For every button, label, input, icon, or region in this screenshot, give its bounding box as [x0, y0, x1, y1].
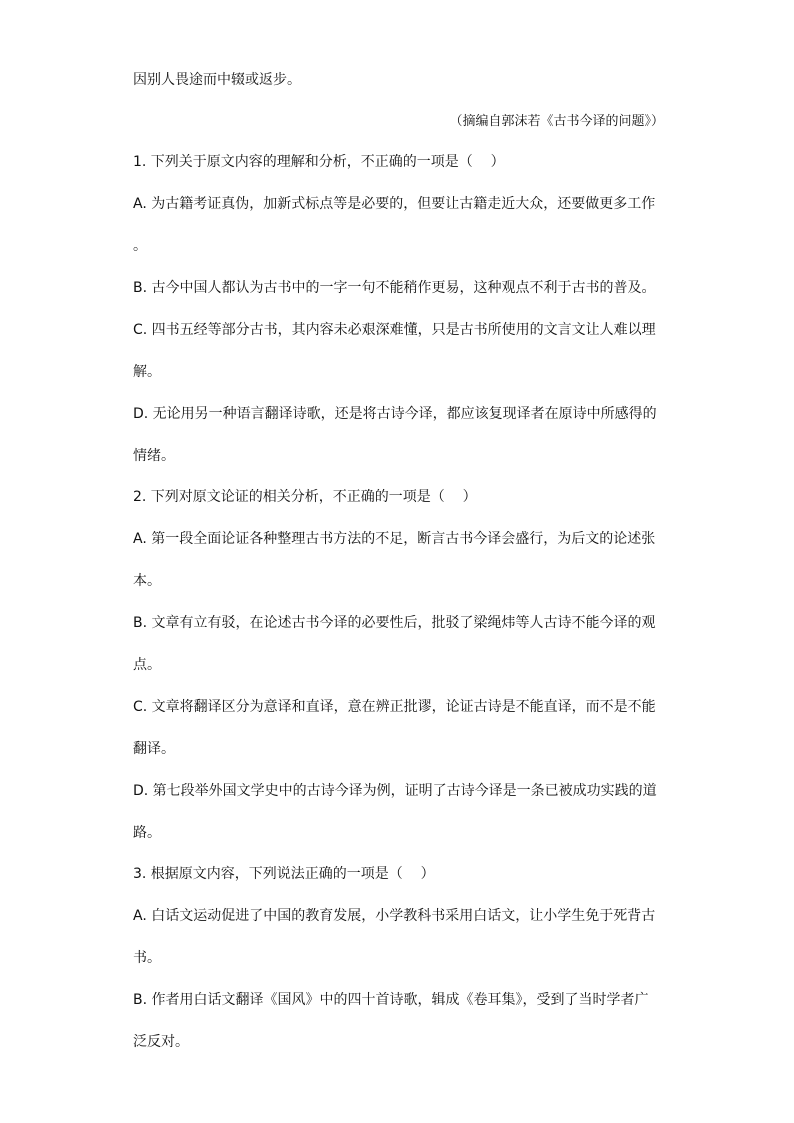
- question-3-option-b-cont: 泛反对。: [133, 1034, 189, 1050]
- question-2-option-a: A. 第一段全面论证各种整理古书方法的不足，断言古书今译会盛行，为后文的论述张: [133, 531, 656, 547]
- question-2-stem: 2. 下列对原文论证的相关分析，不正确的一项是（ ）: [133, 489, 477, 505]
- question-1-option-a-cont: 。: [133, 238, 147, 254]
- question-3-option-a-cont: 书。: [133, 950, 161, 966]
- question-2-option-d: D. 第七段举外国文学史中的古诗今译为例，证明了古诗今译是一条已被成功实践的道: [133, 783, 657, 799]
- question-2-option-b-cont: 点。: [133, 657, 161, 673]
- question-1-option-d: D. 无论用另一种语言翻译诗歌，还是将古诗今译，都应该复现译者在原诗中所感得的: [133, 406, 657, 422]
- question-2-option-d-cont: 路。: [133, 825, 161, 841]
- question-1-option-a: A. 为古籍考证真伪，加新式标点等是必要的，但要让古籍走近大众，还要做更多工作: [133, 196, 656, 212]
- source-citation: （摘编自郭沫若《古书今译的问题》）: [449, 114, 664, 129]
- intro-tail-text: 因别人畏途而中辍或返步。: [133, 72, 301, 88]
- question-1-stem: 1. 下列关于原文内容的理解和分析，不正确的一项是（ ）: [133, 154, 505, 170]
- question-1-option-d-cont: 情绪。: [133, 448, 175, 464]
- question-3-option-a: A. 白话文运动促进了中国的教育发展，小学教科书采用白话文，让小学生免于死背古: [133, 908, 656, 924]
- question-2-option-a-cont: 本。: [133, 573, 161, 589]
- question-1-option-c: C. 四书五经等部分古书，其内容未必艰深难懂，只是古书所使用的文言文让人难以理: [133, 322, 656, 338]
- question-3-option-b: B. 作者用白话文翻译《国风》中的四十首诗歌，辑成《卷耳集》，受到了当时学者广: [133, 992, 649, 1008]
- question-1-option-b: B. 古今中国人都认为古书中的一字一句不能稍作更易，这种观点不利于古书的普及。: [133, 280, 656, 296]
- question-2-option-c-cont: 翻译。: [133, 741, 175, 757]
- question-2-option-b: B. 文章有立有驳，在论述古书今译的必要性后，批驳了梁绳炜等人古诗不能今译的观: [133, 615, 656, 631]
- question-1-option-c-cont: 解。: [133, 364, 161, 380]
- question-3-stem: 3. 根据原文内容，下列说法正确的一项是（ ）: [133, 866, 435, 882]
- question-2-option-c: C. 文章将翻译区分为意译和直译，意在辨正批谬，论证古诗是不能直译，而不是不能: [133, 699, 656, 715]
